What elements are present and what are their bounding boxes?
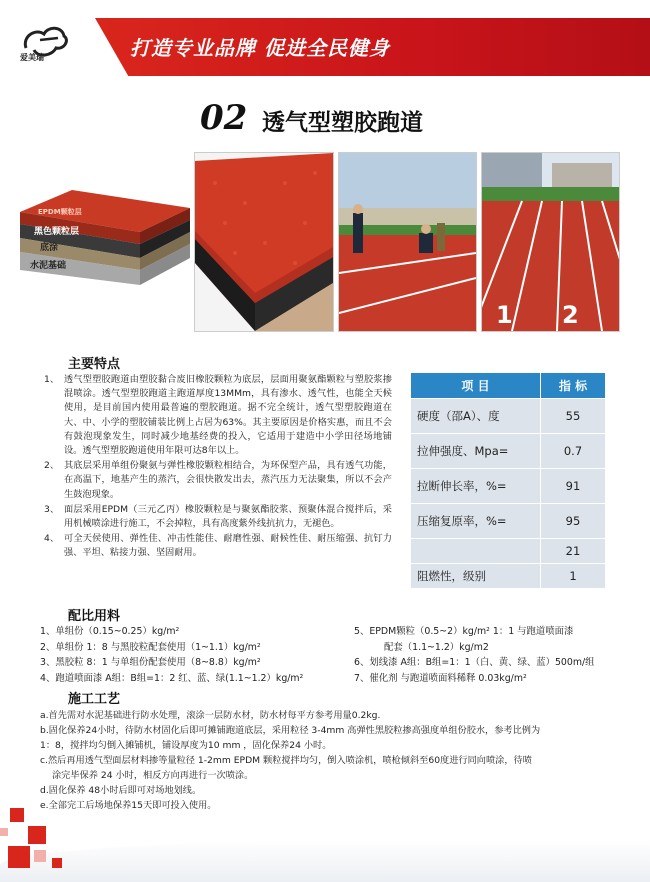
- decor-square: [52, 858, 62, 868]
- brand-name: 爱美瑞: [20, 53, 44, 62]
- table-header-item: 项 目: [411, 373, 541, 399]
- mix-item: 3、黑胶粒 8：1 与单组份配套使用（8~8.8）kg/m²: [40, 657, 261, 668]
- material-closeup-photo: [194, 152, 334, 332]
- table-row: 拉伸强度、Mpa= 0.7: [411, 434, 606, 469]
- process-step: a.首先需对水泥基础进行防水处理，滚涂一层防水材，防水材每平方参考用量0.2kg.: [40, 710, 381, 721]
- decor-square: [10, 808, 24, 822]
- construction-photo: [338, 152, 477, 332]
- layer-label-cement: 水泥基础: [30, 261, 67, 271]
- page-title: 透气型塑胶跑道: [262, 110, 423, 136]
- mix-item: 5、EPDM颗粒（0.5~2）kg/m² 1：1 与跑道喷面漆: [354, 626, 574, 637]
- layer-label-black: 黑色颗粒层: [34, 227, 80, 237]
- mix-item: 7、催化剂 与跑道喷面料稀释 0.03kg/m²: [354, 672, 527, 684]
- layer-label-epdm: EPDM颗粒层: [38, 208, 82, 216]
- table-row: 阻燃性，级别 1: [411, 564, 606, 589]
- section-number: 02: [200, 98, 248, 138]
- mix-heading: 配比用料: [68, 609, 121, 624]
- table-header-value: 指 标: [541, 373, 606, 399]
- process-step: d.固化保养 48小时后即可对场地划线。: [40, 785, 202, 796]
- layer-label-primer: 底涂: [40, 243, 59, 253]
- decor-square: [8, 846, 30, 868]
- process-step: 涂完毕保养 24 小时，相反方向再进行一次喷涂。: [52, 770, 254, 781]
- process-steps: [40, 708, 620, 813]
- layer-diagram-photo: [20, 160, 190, 330]
- features-heading: 主要特点: [68, 357, 121, 372]
- process-heading: 施工工艺: [68, 692, 121, 707]
- mix-right-list: [354, 624, 595, 686]
- lane-number-1: 1: [496, 301, 513, 329]
- mix-left-list: [40, 624, 303, 686]
- table-row: 21: [411, 539, 606, 564]
- process-step: c.然后再用透气型面层材料掺等量粒径 1-2mm EPDM 颗粒搅拌均匀，倒入喷涂机，喷枪倾斜至60度进行同向喷涂，待喷: [40, 755, 532, 766]
- table-row: 拉断伸长率，%= 91: [411, 469, 606, 504]
- feature-item: 1、 透气型塑胶跑道由塑胶黏合废旧橡胶颗粒为底层，层面用聚氨酯颗粒与塑胶浆掺混喷涂。透气型塑胶跑道主跑道厚度13MMm，具有渗水、透气性，也能全天候使用，是目前国内使用最普遍的塑胶跑道。据不完全统计，透气型塑胶跑道在大、中、小学的塑胶铺装比例上占居为63%。其主要原因是价格实惠，而且不会有鼓泡现象发生，同时减少地基经费的投入，它适用于建造中小学田径场地铺设。透气型塑胶跑道使用年限可达8年以上。: [44, 374, 392, 457]
- spec-table: [410, 372, 606, 589]
- lane-number-2: 2: [562, 301, 579, 329]
- features-list: [44, 373, 392, 562]
- feature-item: 3、 面层采用EPDM（三元乙丙）橡胶颗粒是与聚氨酯胶浆、预聚体混合搅拌后，采用机械喷涂进行施工，不会掉粒，具有高度紫外线抗抗力，无褪色。: [44, 503, 392, 530]
- mix-item: 4、跑道喷面漆 A组：B组=1：2 红、蓝、绿(1.1~1.2）kg/m²: [40, 672, 304, 684]
- process-step: e.全部完工后场地保养15天即可投入使用。: [40, 800, 217, 811]
- decor-square: [28, 826, 46, 844]
- feature-item: 2、 其底层采用单组份聚氨与弹性橡胶颗粒相结合，为环保型产品，具有透气功能，在高温下，地基产生的蒸汽，会很快散发出去，蒸汽压力无法聚集，所以不会产生鼓泡现象。: [44, 460, 392, 500]
- slogan: 打造专业品牌 促进全民健身: [130, 36, 390, 60]
- feature-item: 4、 可全天侯使用、弹性佳、冲击性能佳、耐磨性强、耐候性佳、耐压缩强、抗钉力强、平坦、粘接力强、坚固耐用。: [44, 533, 392, 559]
- mix-item: 配套（1.1~1.2）kg/m2: [384, 641, 489, 653]
- decor-square: [34, 850, 46, 862]
- mix-item: 6、划线漆 A组：B组=1：1（白、黄、绿、蓝）500m/组: [354, 657, 595, 668]
- mix-item: 2、单组份 1：8 与黑胶粒配套使用（1~1.1）kg/m²: [40, 641, 261, 653]
- table-row: 压缩复原率，%= 95: [411, 504, 606, 539]
- decor-square: [0, 828, 8, 836]
- mix-item: 1、单组份（0.15~0.25）kg/m²: [40, 626, 180, 637]
- table-row: 硬度（邵A）、度 55: [411, 399, 606, 434]
- process-step: 1：8，搅拌均匀倒入摊铺机，铺设厚度为10 mm ，固化保养24 小时。: [40, 740, 332, 751]
- track-photo: [481, 152, 620, 332]
- footer-swoosh: [0, 840, 650, 882]
- process-step: b.固化保养24小时，待防水材固化后即可摊铺跑道底层，采用粒径 3-4mm 高弹性黑胶粒掺高强度单组份胶水，参考比例为: [40, 725, 541, 736]
